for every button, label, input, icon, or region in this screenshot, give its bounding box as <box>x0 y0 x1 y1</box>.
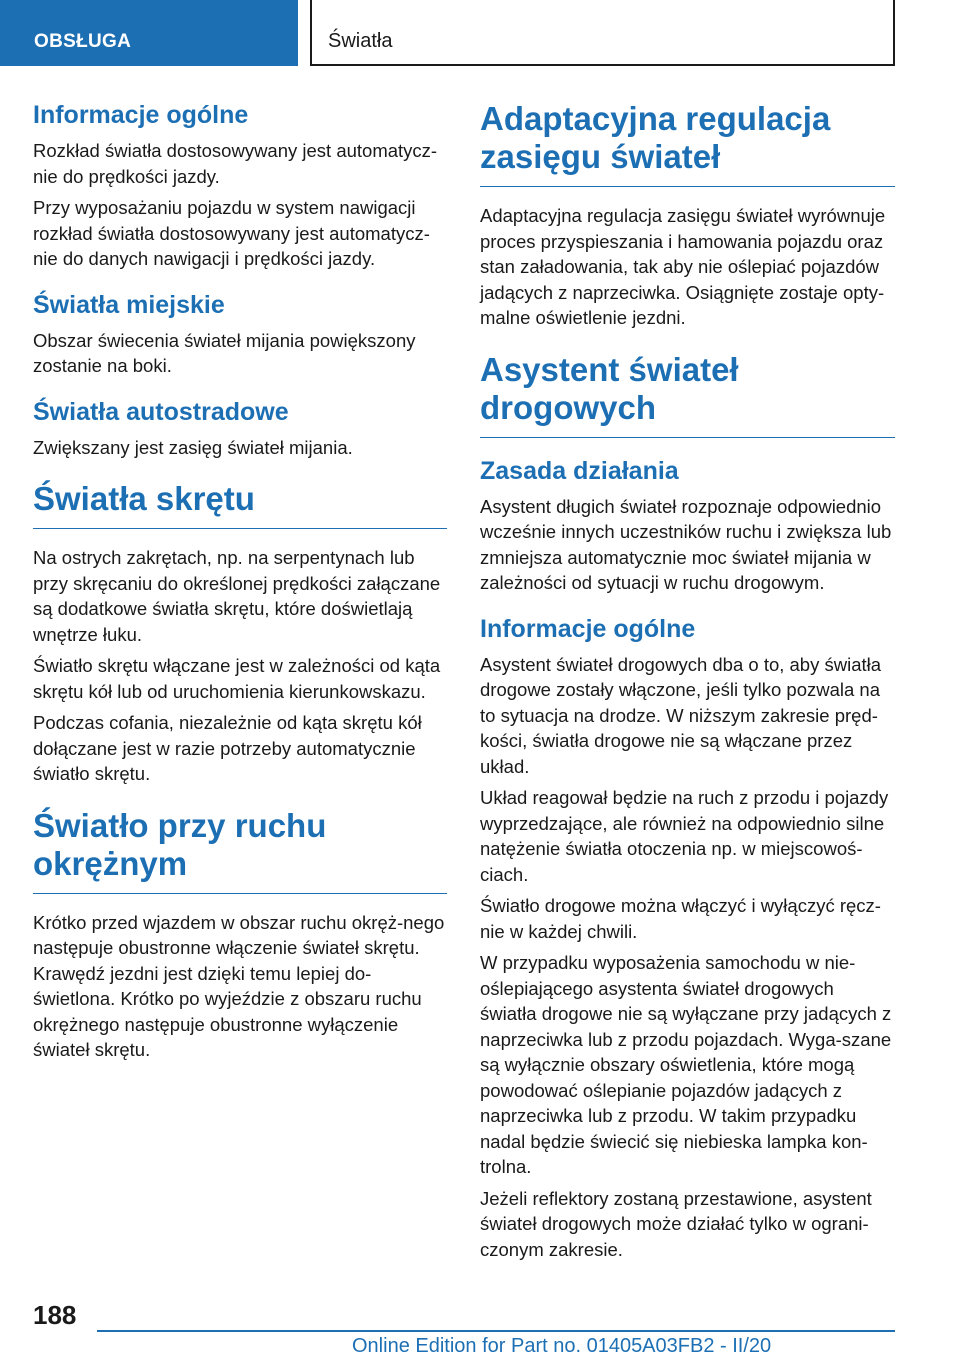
paragraph: Na ostrych zakrętach, np. na serpentynach lub przy skręcaniu do określonej prędkości załączane są dodatkowe światła skrętu, które doświetlają wnętrze łuku. <box>33 547 441 645</box>
paragraph: Światło drogowe można włączyć i wyłączyć ręcz-nie w każdej chwili. <box>480 895 881 942</box>
paragraph: Światło skrętu włączane jest w zależności od kąta skrętu kół lub od uruchomienia kierunkowskazu. <box>33 655 441 702</box>
heading-high-beam-assistant: Asystent świateł drogowych <box>480 351 895 438</box>
heading-motorway-lights: Światła autostradowe <box>33 397 289 426</box>
paragraph: Krótko przed wjazdem w obszar ruchu okręż-nego następuje obustronne włączenie świateł skrętu. Krawędź jezdni jest dzięki temu lepiej do-świetlona. Krótko po wyjeździe z obszaru ruchu okrężnego następuje obustronne wyłączenie świateł skrętu. <box>33 911 445 1060</box>
heading-city-lights: Światła miejskie <box>33 290 225 319</box>
paragraph: Rozkład światła dostosowywany jest automatycz-nie do prędkości jazdy. <box>33 140 438 187</box>
heading-roundabout-light: Światło przy ruchu okrężnym <box>33 807 447 894</box>
chapter-header <box>310 0 895 66</box>
paragraph: Asystent długich świateł rozpoznaje odpowiednio wcześnie innych uczestników ruchu i zwiększa lub zmniejsza automatycznie moc świateł mijania w zależności od sytuacji w ruchu drogowym. <box>480 495 892 593</box>
paragraph: Zwiększany jest zasięg świateł mijania. <box>33 436 353 458</box>
paragraph: Jeżeli reflektory zostaną przestawione, asystent świateł drogowych może działać tylko w ograni-czonym zakresie. <box>480 1187 872 1260</box>
heading-general-info: Informacje ogólne <box>480 614 696 643</box>
footer-divider <box>97 1330 895 1332</box>
paragraph: W przypadku wyposażenia samochodu w nie-oślepiającego asystenta świateł drogowych światła drogowe nie są wyłączane przy jadących z naprzeciwka lub z przodu pojazdach. Wyga-szane są wyłącznie obszary oświetlenia, które mogą powodować oślepianie pojazdów jadących z naprzeciwka lub z przodu. W takim przypadku nadal będzie świecić się niebieska lampka kon-trolna. <box>480 952 892 1177</box>
heading-adaptive-range: Adaptacyjna regulacja zasięgu świateł <box>480 100 895 187</box>
paragraph: Przy wyposażaniu pojazdu w system nawigacji rozkład światła dostosowywany jest automatycz-nie do danych nawigacji i prędkości jazdy. <box>33 197 430 269</box>
right-column <box>480 100 895 1268</box>
edition-info: Online Edition for Part no. 01405A03FB2 - II/20 <box>352 1335 772 1357</box>
page-number: 188 <box>33 1300 77 1330</box>
paragraph: Asystent świateł drogowych dba o to, aby światła drogowe zostały włączone, jeśli tylko pozwala na to sytuacja na drodze. W niższym zakresie pręd-kości, światła drogowe nie są włączane przez układ. <box>480 653 882 777</box>
paragraph: Obszar świecenia świateł mijania powiększony zostanie na boki. <box>33 329 416 376</box>
chapter-title: Światła <box>328 30 393 52</box>
paragraph: Adaptacyjna regulacja zasięgu świateł wyrównuje proces przyspieszania i hamowania pojazdu oraz stan załadowania, tak aby nie oślepiać pojazdów jadących z naprzeciwka. Osiągnięte zostaje opty-malne oświetlenie jezdni. <box>480 205 886 328</box>
paragraph: Podczas cofania, niezależnie od kąta skrętu kół dołączane jest w razie potrzeby automatycznie światło skrętu. <box>33 712 422 784</box>
paragraph: Układ reagował będzie na ruch z przodu i pojazdy wyprzedzające, ale również na odpowiednio silne natężenie światła otoczenia np. w miejscowoś-ciach. <box>480 787 889 885</box>
heading-cornering-lights: Światła skrętu <box>33 480 447 529</box>
heading-general-info: Informacje ogólne <box>33 101 249 129</box>
section-tab <box>0 0 298 66</box>
heading-operating-principle: Zasada działania <box>480 456 679 485</box>
left-column <box>33 100 447 1069</box>
section-label: OBSŁUGA <box>34 31 132 52</box>
